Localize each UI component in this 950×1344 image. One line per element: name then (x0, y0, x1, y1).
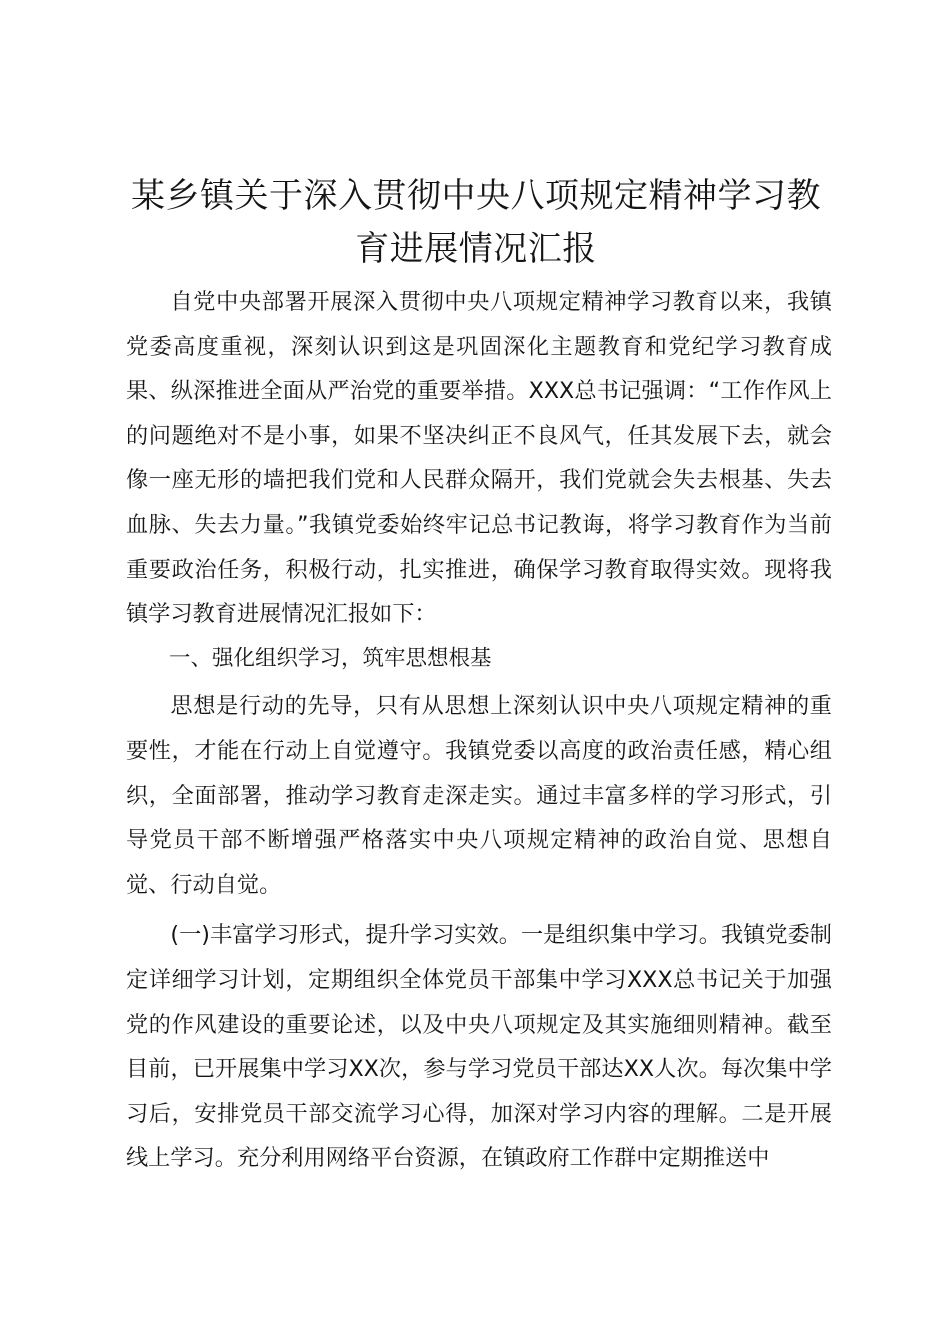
intro-paragraph: 自党中央部署开展深入贯彻中央八项规定精神学习教育以来，我镇党委高度重视，深刻认识到这是巩固深化主题教育和党纪学习教育成果、纵深推进全面从严治党的重要举措。XXX总书记强调：“工作作风上的问题绝对不是小事，如果不坚决纠正不良风气，任其发展下去，就会像一座无形的墙把我们党和人民群众隔开，我们党就会失去根基、失去血脉、失去力量。”我镇党委始终牢记总书记教诲，将学习教育作为当前重要政治任务，积极行动，扎实推进，确保学习教育取得实效。现将我镇学习教育进展情况汇报如下： (126, 289, 832, 628)
section-heading: 一、强化组织学习，筑牢思想根基 (169, 645, 492, 671)
document-title: 某乡镇关于深入贯彻中央八项规定精神学习教育进展情况汇报 (131, 176, 821, 269)
subsection-paragraph: (一)丰富学习形式，提升学习实效。一是组织集中学习。我镇党委制定详细学习计划，定期组织全体党员干部集中学习XXX总书记关于加强党的作风建设的重要论述，以及中央八项规定及其实施细则精神。截至目前，已开展集中学习XX次，参与学习党员干部达XX人次。每次集中学习后，安排党员干部交流学习心得，加深对学习内容的理解。二是开展线上学习。充分利用网络平台资源，在镇政府工作群中定期推送中 (126, 922, 832, 1172)
document-body (126, 280, 832, 1181)
section-paragraph: 思想是行动的先导，只有从思想上深刻认识中央八项规定精神的重要性，才能在行动上自觉遵守。我镇党委以高度的政治责任感，精心组织，全面部署，推动学习教育走深走实。通过丰富多样的学习形式，引导党员干部不断增强严格落实中央八项规定精神的政治自觉、思想自觉、行动自觉。 (126, 693, 832, 898)
